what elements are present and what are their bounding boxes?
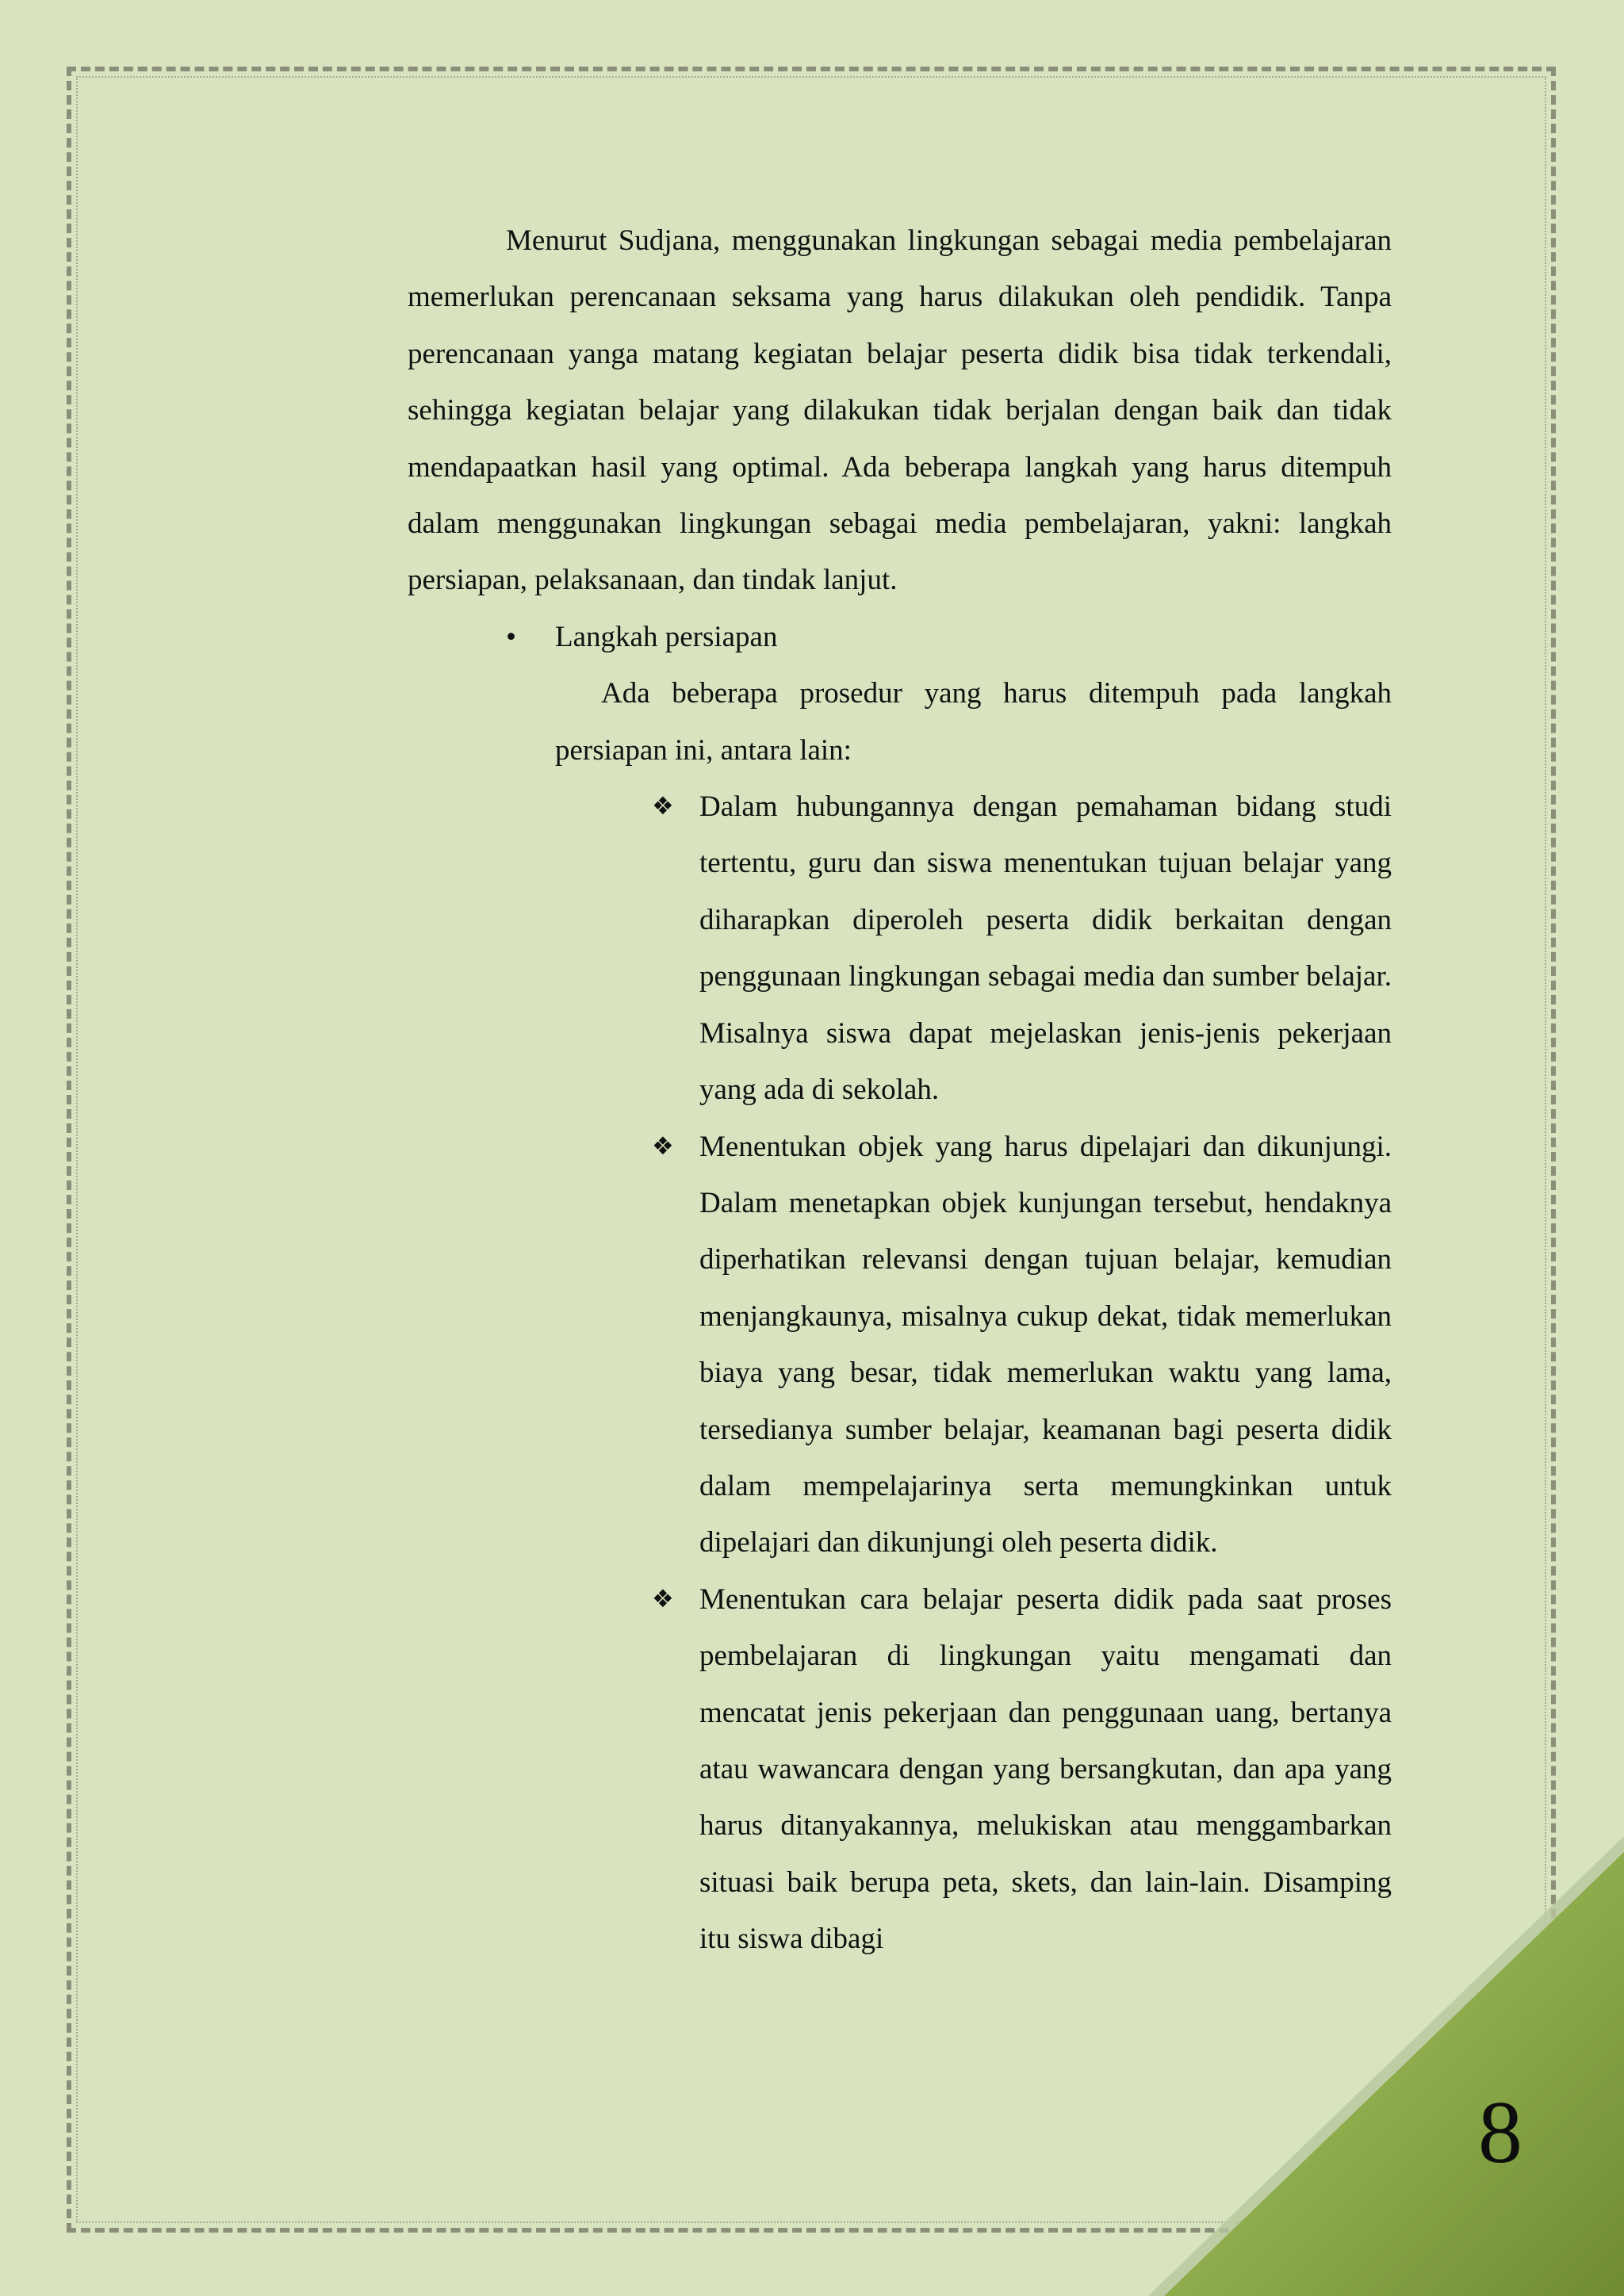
list-item-text: Menentukan objek yang harus dipelajari dan dikunjungi. Dalam menetapkan objek kunjungan tersebut, hendaknya diperhatikan relevansi dengan tujuan belajar, kemudian menjangkaunya, misalnya cukup dekat, tidak memerlukan biaya yang besar, tidak memerlukan waktu yang lama, tersedianya sumber belajar, keamanan bagi peserta didik dalam mempelajarinya serta memungkinkan untuk dipelajari dan dikunjungi oleh peserta didik. — [699, 1130, 1392, 1559]
procedure-list — [652, 779, 1392, 1968]
page-number: 8 — [1478, 2084, 1522, 2182]
list-item-text: Menentukan cara belajar peserta didik pada saat proses pembelajaran di lingkungan yaitu mengamati dan mencatat jenis pekerjaan dan penggunaan uang, bertanya atau wawancara dengan yang bersangkutan, dan apa yang harus ditanyakannya, melukiskan atau menggambarkan situasi baik berupa peta, skets, dan lain-lain. Disamping itu siswa dibagi — [699, 1582, 1392, 1956]
sub-intro-paragraph: Ada beberapa prosedur yang harus ditempuh pada langkah persiapan ini, antara lain: — [555, 677, 1392, 767]
list-item — [652, 1119, 1392, 1571]
document-body — [408, 212, 1392, 1968]
diamond-bullet-icon: ❖ — [652, 1131, 674, 1161]
intro-paragraph: Menurut Sudjana, menggunakan lingkungan sebagai media pembelajaran memerlukan perencanaan seksama yang harus dilakukan oleh pendidik. Tanpa perencanaan yanga matang kegiatan belajar peserta didik bisa tidak terkendali, sehingga kegiatan belajar yang dilakukan tidak berjalan dengan baik dan tidak mendapaatkan hasil yang optimal. Ada beberapa langkah yang harus ditempuh dalam menggunakan lingkungan sebagai media pembelajaran, yakni: langkah persiapan, pelaksanaan, dan tindak lanjut. — [408, 224, 1392, 597]
list-item — [652, 779, 1392, 1118]
diamond-bullet-icon: ❖ — [652, 792, 674, 821]
bullet-icon: • — [506, 620, 516, 653]
bullet-title: Langkah persiapan — [555, 620, 778, 653]
list-item-text: Dalam hubungannya dengan pemahaman bidang studi tertentu, guru dan siswa menentukan tujuan belajar yang diharapkan diperoleh peserta didik berkaitan dengan penggunaan lingkungan sebagai media dan sumber belajar. Misalnya siswa dapat mejelaskan jenis-jenis pekerjaan yang ada di sekolah. — [699, 790, 1392, 1107]
bullet-item-langkah-persiapan — [408, 609, 1392, 665]
diamond-bullet-icon: ❖ — [652, 1584, 674, 1613]
list-item — [652, 1571, 1392, 1968]
